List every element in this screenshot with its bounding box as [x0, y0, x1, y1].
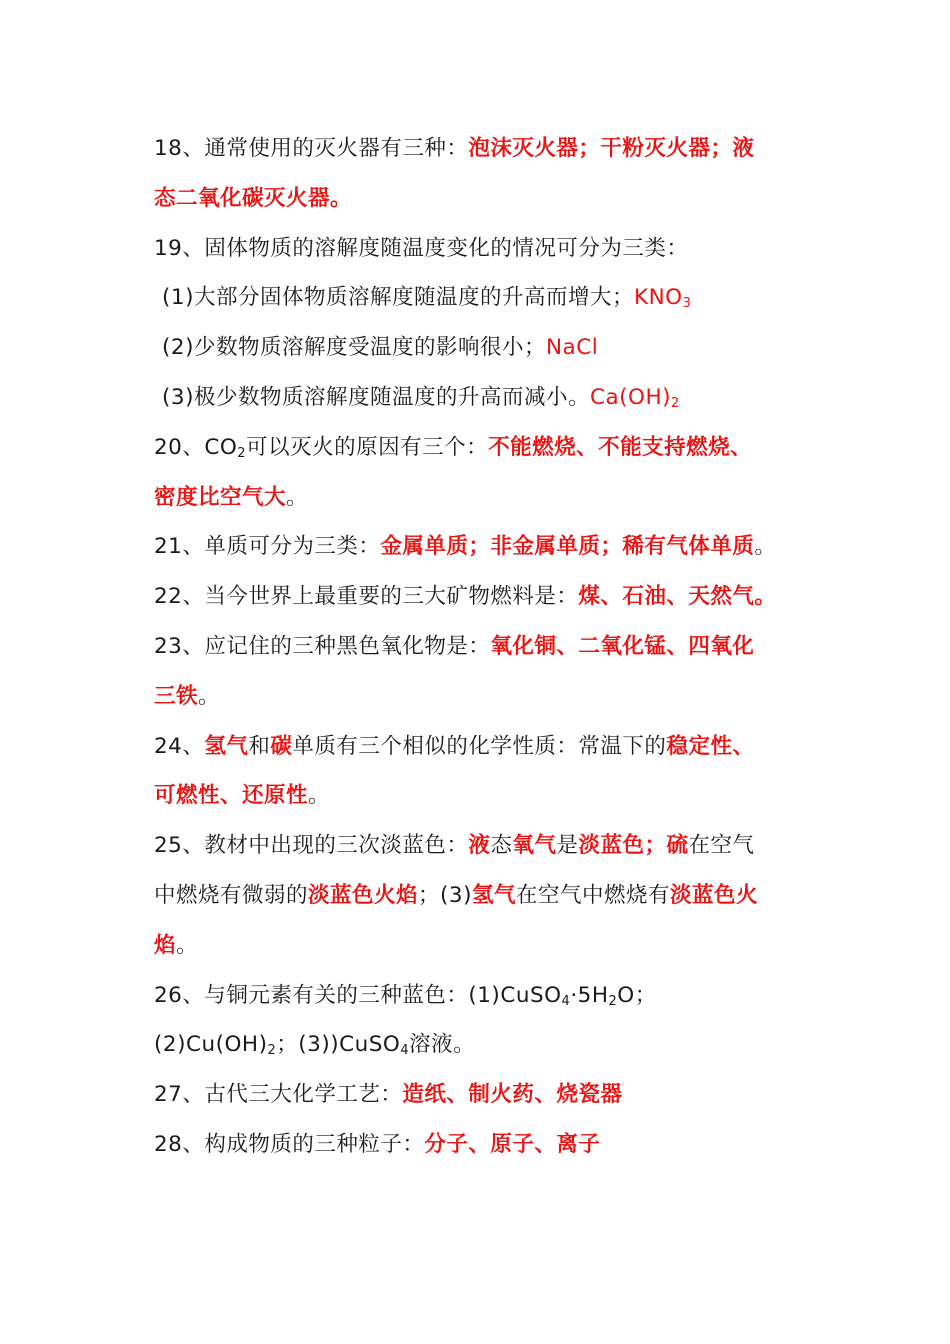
item-answer: 泡沫灭火器；干粉灭火器；液 [468, 136, 755, 161]
item-text: 、当今世界上最重要的三大矿物燃料是： [182, 584, 579, 610]
highlight-flame: 淡蓝色火焰 [308, 882, 419, 908]
item-text: 单质有三个相似的化学性质：常温下的 [292, 733, 667, 759]
item-number: 25 [154, 833, 183, 859]
formula: Ca(OH) [589, 384, 672, 410]
formula-subscript: 2 [267, 1043, 277, 1059]
item-text: 、通常使用的灭火器有三种： [182, 136, 469, 161]
item-answer: 煤、石油、天然气。 [578, 584, 777, 610]
item-text: ；(3))CuSO [276, 1032, 401, 1058]
item-text: 、构成物质的三种粒子： [182, 1131, 425, 1157]
item-text: 、古代三大化学工艺： [182, 1082, 403, 1108]
highlight-sulfur: 硫 [666, 833, 689, 859]
item-25-line-3 [154, 921, 804, 971]
item-18-line-2 [154, 174, 804, 224]
item-27-line-1 [154, 1070, 804, 1120]
item-answer: 态二氧化碳灭火器。 [154, 185, 353, 211]
item-text: 、单质可分为三类： [182, 534, 381, 560]
item-text: 、CO [182, 434, 238, 460]
item-23-line-2 [154, 672, 804, 722]
item-answer: 三铁 [154, 683, 199, 709]
item-text: 可以灭火的原因有三个： [246, 434, 489, 460]
item-text: ；(3) [418, 882, 472, 908]
item-text: 溶液。 [409, 1032, 476, 1058]
item-25-line-1 [154, 821, 804, 871]
item-26-line-1 [154, 971, 804, 1021]
item-24-line-2 [154, 771, 804, 821]
item-text: 、与铜元素有关的三种蓝色：(1)CuSO [182, 982, 562, 1008]
sub-example [590, 385, 680, 410]
highlight-flame: 淡蓝色火 [670, 882, 759, 908]
item-text: 是 [556, 833, 579, 859]
item-answer: 金属单质；非金属单质；稀有气体单质 [380, 534, 755, 560]
item-number: 23 [154, 633, 183, 659]
item-text: (2)Cu(OH) [154, 1032, 268, 1058]
item-end: 。 [308, 783, 331, 809]
item-answer: 密度比空气大 [154, 484, 287, 510]
formula-subscript: 2 [671, 395, 680, 411]
item-text: 、教材中出现的三次淡蓝色： [182, 833, 469, 859]
formula-subscript: 4 [561, 993, 571, 1009]
item-answer: 稳定性、 [666, 733, 755, 759]
sub-example [634, 285, 691, 310]
item-20-line-1 [154, 423, 804, 473]
highlight-light-blue: 淡蓝色 [578, 833, 645, 859]
sub-text: (2)少数物质溶解度受温度的影响很小； [162, 335, 546, 361]
item-text: 、 [182, 733, 205, 759]
highlight-hydrogen: 氢气 [472, 882, 517, 908]
item-20-line-2 [154, 473, 804, 523]
highlight-semicolon: ； [644, 833, 667, 859]
item-19-sub-1 [154, 273, 804, 323]
item-25-line-2 [154, 871, 804, 921]
highlight-flame: 焰 [154, 932, 177, 958]
item-26-line-2 [154, 1020, 804, 1070]
item-text: 在空气 [688, 833, 755, 859]
item-number: 22 [154, 584, 183, 610]
sub-text: (1)大部分固体物质溶解度随温度的升高而增大； [162, 285, 634, 311]
sub-text: (3)极少数物质溶解度随温度的升高而减小。 [162, 384, 590, 410]
item-text: 态 [490, 833, 513, 859]
item-number: 20 [154, 434, 183, 460]
item-number: 26 [154, 982, 183, 1008]
item-end: 。 [176, 932, 199, 958]
item-text: 、应记住的三种黑色氧化物是： [182, 633, 491, 659]
item-number: 27 [154, 1082, 183, 1108]
formula-subscript: 2 [237, 445, 247, 461]
item-answer: 氧化铜、二氧化锰、四氧化 [490, 633, 755, 659]
item-end: 。 [286, 484, 309, 510]
formula-subscript: 4 [400, 1043, 410, 1059]
item-28-line-1 [154, 1120, 804, 1170]
item-21-line-1 [154, 522, 804, 572]
item-number: 28 [154, 1131, 183, 1157]
highlight-carbon: 碳 [270, 733, 293, 759]
item-23-line-1 [154, 622, 804, 672]
item-text: 在空气中燃烧有 [516, 882, 671, 908]
item-answer: 可燃性、还原性 [154, 783, 309, 809]
item-answer: 分子、原子、离子 [424, 1131, 601, 1157]
item-number: 24 [154, 733, 183, 759]
sub-example: NaCl [545, 335, 599, 361]
item-19-line-1 [154, 224, 804, 274]
item-answer: 造纸、制火药、烧瓷器 [402, 1082, 623, 1108]
item-19-sub-3 [154, 373, 804, 423]
item-text: 中燃烧有微弱的 [154, 882, 309, 908]
highlight-oxygen: 氧气 [512, 833, 557, 859]
item-18-line-1 [154, 124, 804, 174]
item-19-sub-2 [154, 323, 804, 373]
formula-subscript: 2 [608, 993, 618, 1009]
item-number: 19 [154, 235, 183, 261]
item-24-line-1 [154, 722, 804, 772]
item-number: 21 [154, 534, 183, 560]
item-number: 18 [154, 136, 183, 161]
item-text: ·5H [570, 982, 609, 1008]
highlight-hydrogen: 氢气 [204, 733, 249, 759]
item-22-line-1 [154, 572, 804, 622]
item-end: 。 [754, 534, 777, 560]
formula-subscript: 3 [682, 296, 692, 312]
document-page [154, 124, 804, 1170]
item-text: 和 [248, 733, 271, 759]
item-text: 、固体物质的溶解度随温度变化的情况可分为三类： [182, 235, 689, 261]
highlight-liquid: 液 [468, 833, 491, 859]
item-text: O； [617, 982, 657, 1008]
item-answer: 不能燃烧、不能支持燃烧、 [488, 434, 753, 460]
formula: KNO [633, 285, 683, 311]
item-end: 。 [198, 683, 221, 709]
